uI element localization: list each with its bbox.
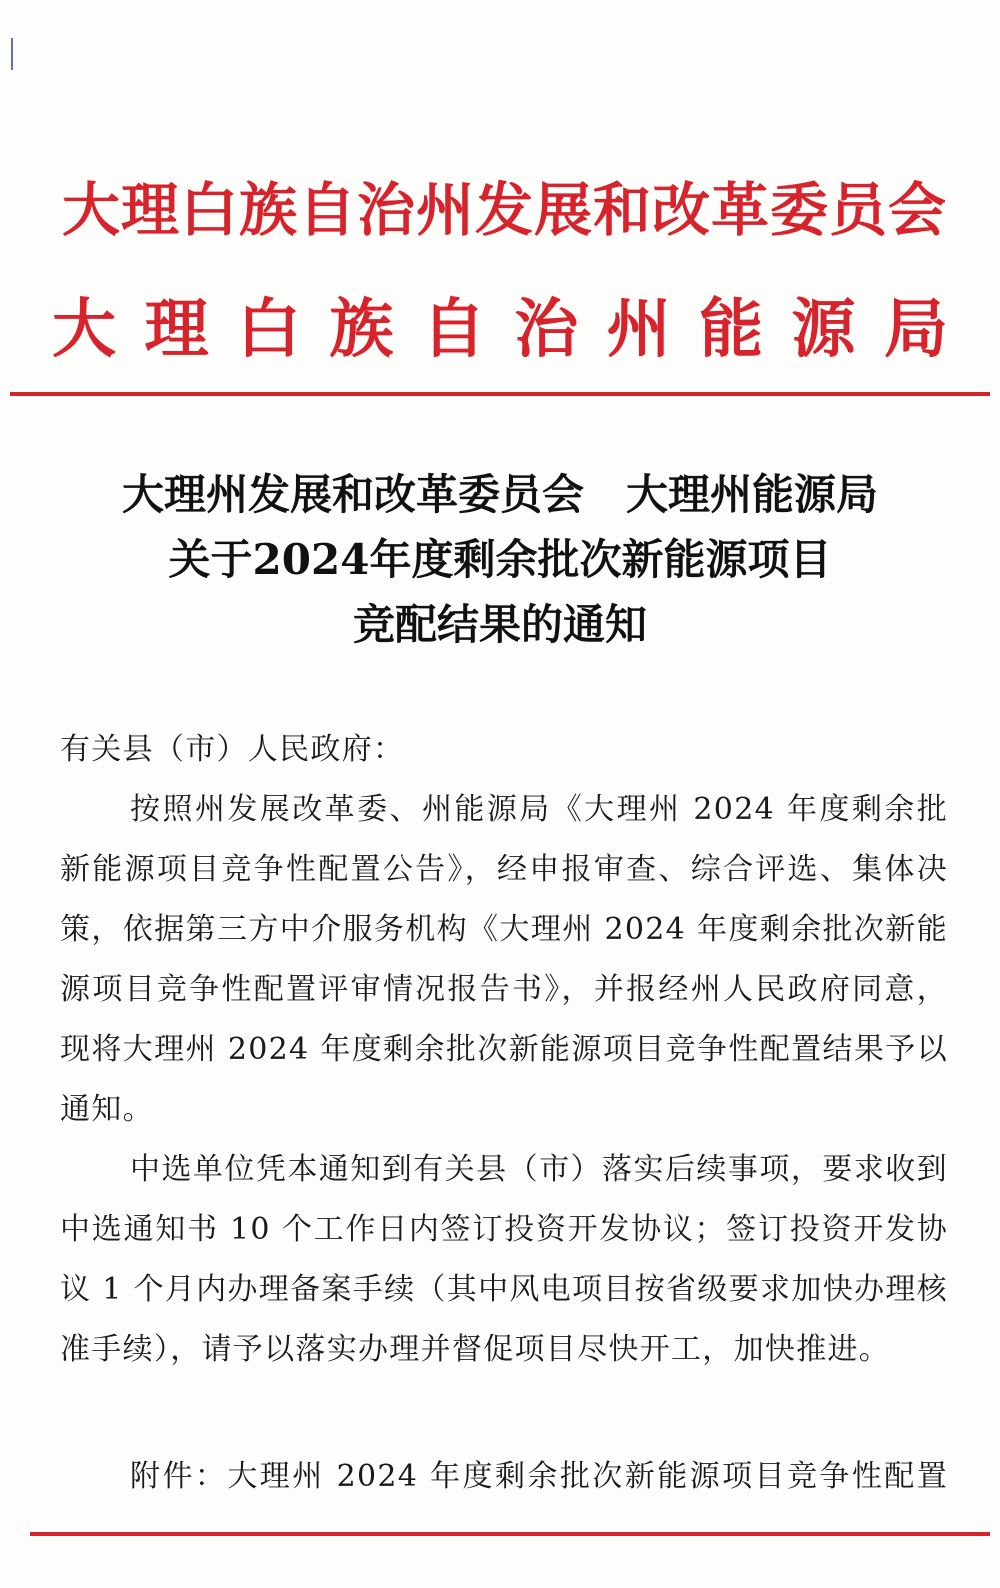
document-title (0, 462, 1000, 657)
attachment-line: 附件：大理州 2024 年度剩余批次新能源项目竞争性配置 (130, 1459, 948, 1494)
attachment-note (60, 1447, 948, 1507)
paragraph-1-line: 通知。 (60, 1092, 154, 1127)
title-line-3: 竞配结果的通知 (352, 600, 647, 649)
letterhead-red-rule (10, 392, 990, 396)
paragraph-1-line: 现将大理州 2024 年度剩余批次新能源项目竞争性配置结果予以 (60, 1032, 948, 1067)
scan-mark (11, 38, 13, 70)
paragraph-2-line: 议 1 个月内办理备案手续（其中风电项目按省级要求加快办理核 (60, 1272, 948, 1307)
paragraph-1-line: 新能源项目竞争性配置公告》，经申报审查、综合评选、集体决 (60, 852, 948, 887)
paragraph-1-line: 策，依据第三方中介服务机构《大理州 2024 年度剩余批次新能 (60, 912, 948, 947)
paragraph-2-line: 准手续），请予以落实办理并督促项目尽快开工，加快推进。 (60, 1332, 891, 1367)
paragraph-1-line: 按照州发展改革委、州能源局《大理州 2024 年度剩余批 (130, 792, 948, 827)
footer-red-rule (30, 1532, 990, 1536)
letterhead-org-name-1: 大理白族自治州发展和改革委员会 (62, 176, 946, 244)
document-body (60, 720, 948, 1380)
paragraph-1-line: 源项目竞争性配置评审情况报告书》，并报经州人民政府同意， (60, 972, 948, 1007)
paragraph-2-line: 中选单位凭本通知到有关县（市）落实后续事项，要求收到 (130, 1152, 948, 1187)
title-line-1: 大理州发展和改革委员会 大理州能源局 (121, 470, 878, 519)
paragraph-2-line: 中选通知书 10 个工作日内签订投资开发协议；签订投资开发协 (60, 1212, 948, 1247)
letterhead-org-name-2: 大理白族自治州能源局 (52, 292, 948, 367)
salutation: 有关县（市）人民政府： (60, 732, 405, 767)
title-line-2: 关于2024年度剩余批次新能源项目 (168, 535, 832, 584)
